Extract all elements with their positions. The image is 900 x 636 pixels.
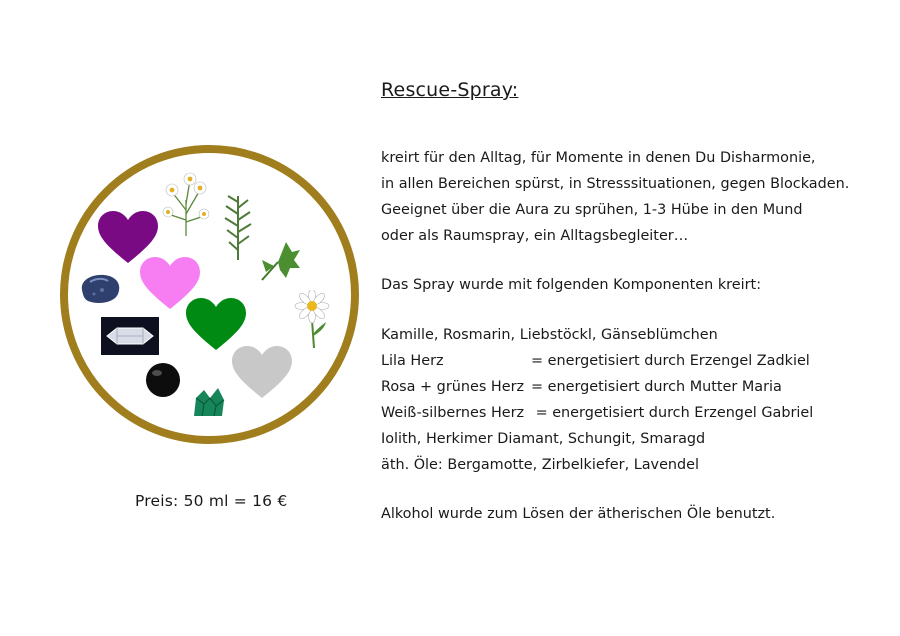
heart-effect: = energetisiert durch Mutter Maria [531,379,782,395]
heart-row [381,374,813,400]
stones-line: Iolith, Herkimer Diamant, Schungit, Smaragd [381,431,706,447]
iolite-stone-icon [78,272,122,306]
page-title: Rescue-Spray: [381,79,519,101]
herkimer-diamond-icon [101,317,159,355]
emerald-stone-icon [190,384,228,420]
silver-heart-icon [232,346,292,400]
daisy-icon [292,290,332,350]
rosemary-icon [218,192,258,262]
chamomile-icon [160,170,212,238]
herbs-line: Kamille, Rosmarin, Liebstöckl, Gänseblümchen [381,327,718,343]
intro-line: in allen Bereichen spürst, in Stresssituationen, gegen Blockaden. [381,176,850,192]
oils-line: äth. Öle: Bergamotte, Zirbelkiefer, Lavendel [381,457,700,473]
green-heart-icon [186,298,246,352]
heart-row [381,400,813,426]
price-label: Preis: 50 ml = 16 € [135,492,288,510]
heart-row [381,348,813,374]
components-intro: Das Spray wurde mit folgenden Komponenten kreirt: [381,277,762,293]
heart-effect: = energetisiert durch Erzengel Zadkiel [531,353,810,369]
heart-name: Weiß-silbernes Herz [381,405,525,421]
intro-line: Geeignet über die Aura zu sprühen, 1-3 Hübe in den Mund [381,202,803,218]
intro-paragraph [381,145,849,249]
intro-line: oder als Raumspray, ein Alltagsbegleiter… [381,228,689,244]
heart-name: Lila Herz [381,353,444,369]
intro-line: kreirt für den Alltag, für Momente in denen Du Disharmonie, [381,150,816,166]
note-line: Alkohol wurde zum Lösen der ätherischen Öle benutzt. [381,506,776,522]
components-list [381,322,813,478]
heart-name: Rosa + grünes Herz [381,379,525,395]
heart-effect: = energetisiert durch Erzengel Gabriel [531,405,814,421]
lovage-icon [256,238,302,284]
shungite-sphere-icon [144,361,182,399]
